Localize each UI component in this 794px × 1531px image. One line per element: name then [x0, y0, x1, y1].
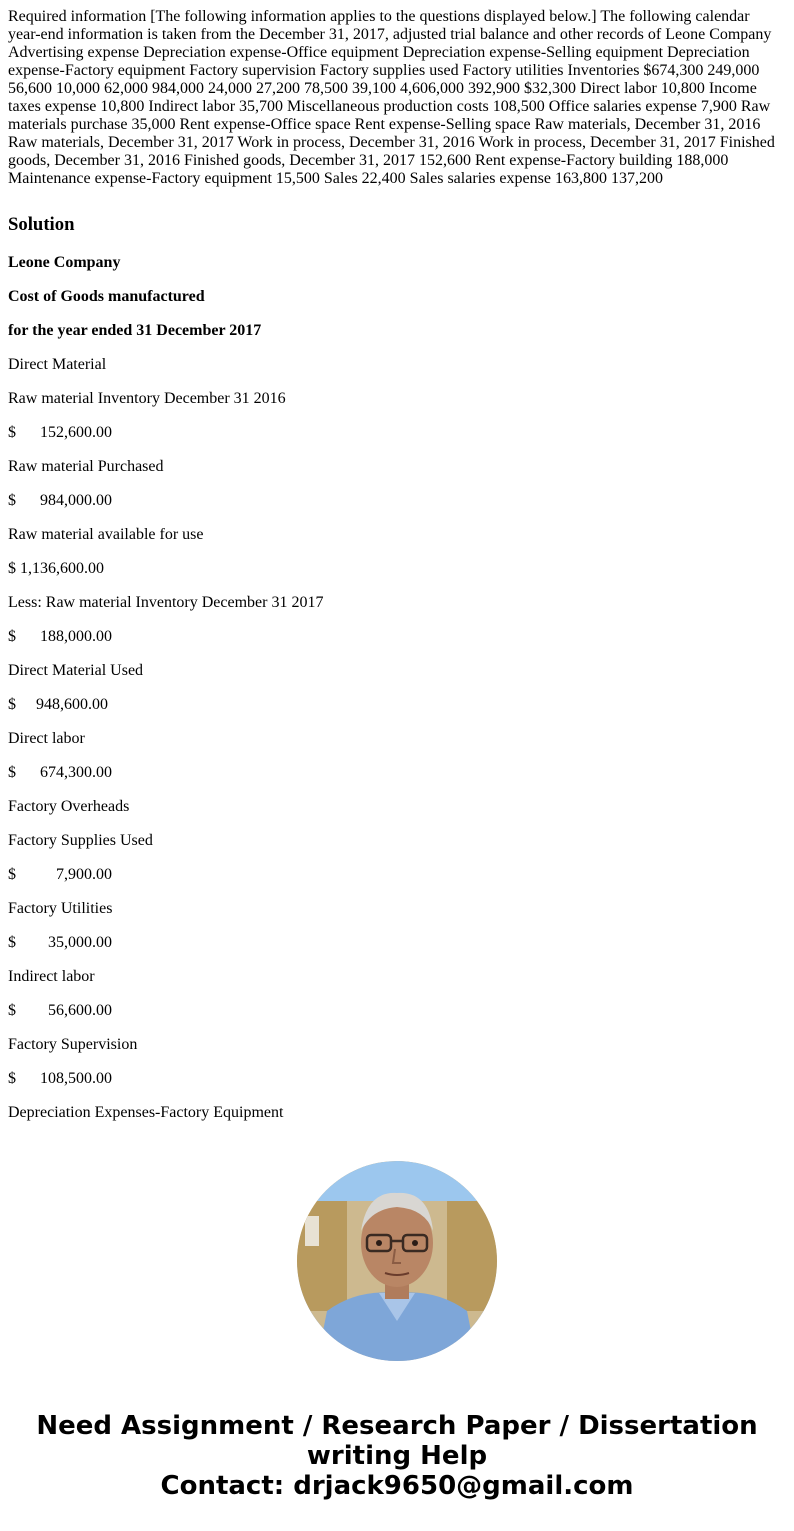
footer-line-2: writing Help	[306, 1441, 488, 1471]
rm-available-amount: $ 1,136,600.00	[8, 560, 104, 577]
depreciation-factory-label: Depreciation Expenses-Factory Equipment	[8, 1104, 284, 1121]
direct-material-heading: Direct Material	[8, 356, 107, 373]
factory-supervision-amount: $ 108,500.00	[8, 1070, 112, 1087]
author-avatar	[297, 1161, 497, 1361]
direct-labor-amount: $ 674,300.00	[8, 764, 112, 781]
company-name: Leone Company	[8, 254, 121, 271]
footer-line-3: Contact: drjack9650@gmail.com	[160, 1471, 634, 1501]
solution-heading: Solution	[8, 214, 75, 235]
factory-supervision-label: Factory Supervision	[8, 1036, 138, 1053]
rm-available-label: Raw material available for use	[8, 526, 204, 543]
dm-used-label: Direct Material Used	[8, 662, 144, 679]
solution-statement	[8, 254, 323, 1138]
factory-utilities-label: Factory Utilities	[8, 900, 113, 917]
rm-purchased-label: Raw material Purchased	[8, 458, 164, 475]
footer-contact	[0, 1411, 794, 1501]
rm-inventory-2016-label: Raw material Inventory December 31 2016	[8, 390, 286, 407]
statement-period: for the year ended 31 December 2017	[8, 322, 262, 339]
rm-purchased-amount: $ 984,000.00	[8, 492, 112, 509]
rm-inventory-2017-amount: $ 188,000.00	[8, 628, 112, 645]
factory-supplies-label: Factory Supplies Used	[8, 832, 153, 849]
question-text: Required information [The following information applies to the questions displayed below.] The following calendar year-end information is taken from the December 31, 2017, adjusted trial balance and other records of Leone Company Advertising expense Depreciation expense-Office equipment Depreciation expense-Selling equipment Depreciation expense-Factory equipment Factory supervision Factory supplies used Factory utilities Inventories $674,300 249,000 56,600 10,000 62,000 984,000 24,000 27,200 78,500 39,100 4,606,000 392,900 $32,300 Direct labor 10,800 Income taxes expense 10,800 Indirect labor 35,700 Miscellaneous production costs 108,500 Office salaries expense 7,900 Raw materials purchase 35,000 Rent expense-Office space Rent expense-Selling space Raw materials, December 31, 2016 Raw materials, December 31, 2017 Work in process, December 31, 2016 Work in process, December 31, 2017 Finished goods, December 31, 2016 Finished goods, December 31, 2017 152,600 Rent expense-Factory building 188,000 Maintenance expense-Factory equipment 15,500 Sales 22,400 Sales salaries expense 163,800 137,200	[8, 8, 775, 187]
indirect-labor-amount: $ 56,600.00	[8, 1002, 112, 1019]
rm-inventory-2016-amount: $ 152,600.00	[8, 424, 112, 441]
dm-used-amount: $ 948,600.00	[8, 696, 108, 713]
factory-supplies-amount: $ 7,900.00	[8, 866, 112, 883]
statement-lines	[8, 356, 323, 1138]
rm-inventory-2017-label: Less: Raw material Inventory December 31 2017	[8, 594, 324, 611]
indirect-labor-label: Indirect labor	[8, 968, 95, 985]
footer-line-1: Need Assignment / Research Paper / Dissertation	[36, 1411, 758, 1441]
author-photo-icon	[297, 1161, 497, 1361]
statement-title: Cost of Goods manufactured	[8, 288, 205, 305]
direct-labor-label: Direct labor	[8, 730, 85, 747]
factory-utilities-amount: $ 35,000.00	[8, 934, 112, 951]
page-content	[0, 8, 794, 188]
factory-overheads-heading: Factory Overheads	[8, 798, 130, 815]
